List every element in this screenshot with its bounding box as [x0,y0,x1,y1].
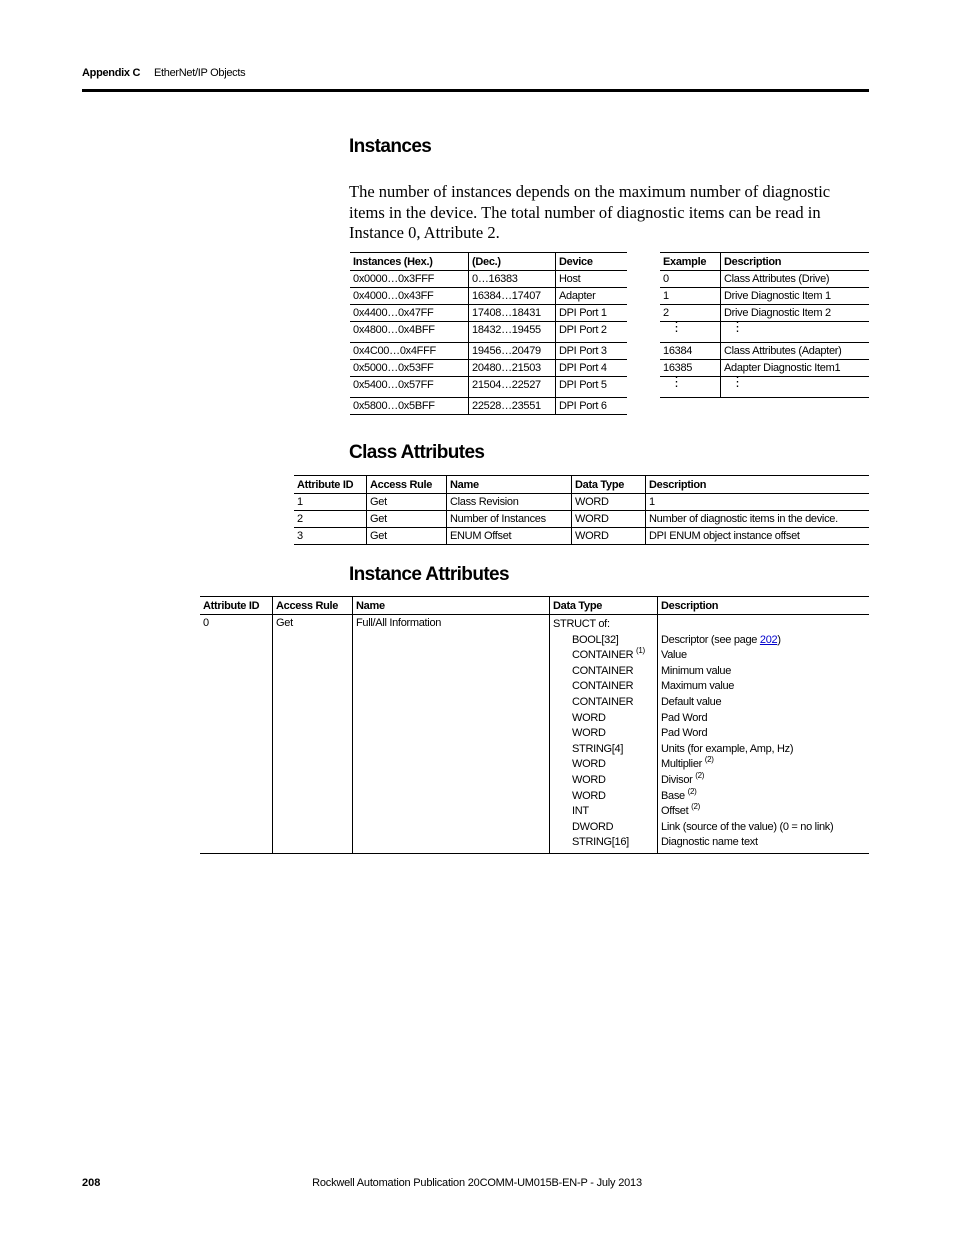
instance-hex-cell: 0x4000…0x43FF [350,288,469,305]
type-text: CONTAINER [572,680,634,693]
type-text: BOOL[32] [572,633,619,646]
example-cell: 0 [660,271,721,288]
footnote-marker: (2) [704,755,714,765]
name-cell: Full/All Information [353,615,550,854]
table-row [660,271,869,288]
appendix-label: Appendix C [82,67,141,79]
access-rule-cell: Get [367,511,447,528]
type-text: WORD [572,789,606,802]
table-row [660,377,869,398]
instance-dec-cell: 20480…21503 [469,360,556,377]
footnote-marker: (1) [636,646,645,656]
description-text: Pad Word [661,711,708,724]
access-rule-cell: Get [367,494,447,511]
example-description-cell: ⋮ [721,322,870,343]
footnote-marker: (2) [687,786,697,796]
example-cell: 16385 [660,360,721,377]
table-row [660,305,869,322]
struct-member-description [661,835,866,851]
struct-member-type [553,679,654,695]
type-text: DWORD [572,820,614,833]
struct-member-type [553,773,654,789]
struct-member-description [661,804,866,820]
struct-member-type [553,664,654,680]
table-row [350,343,627,360]
description-text: Minimum value [661,664,732,677]
struct-member-type [553,789,654,805]
footnote-marker: (2) [691,802,700,812]
struct-member-type [553,757,654,773]
example-description-cell: Adapter Diagnostic Item1 [721,360,870,377]
name-cell: Class Revision [447,494,572,511]
description-text: Default value [661,695,722,708]
instance-dec-cell: 18432…19455 [469,322,556,343]
type-text: WORD [572,727,606,740]
type-text: INT [572,805,589,818]
section-label: EtherNet/IP Objects [154,67,246,79]
attribute-id-cell: 2 [294,511,367,528]
column-header: (Dec.) [469,253,556,271]
table-row [350,377,627,398]
column-header: Example [660,253,721,271]
device-cell: DPI Port 3 [556,343,628,360]
description-text: Multiplier [661,758,703,771]
struct-member-description [661,633,866,649]
closing-paren: ) [777,633,781,646]
data-type-cell: WORD [572,494,646,511]
example-description-cell: Drive Diagnostic Item 2 [721,305,870,322]
struct-member-description [661,648,866,664]
table-row [660,288,869,305]
instances-heading: Instances [349,136,432,157]
table-header-row [294,476,869,494]
attribute-id-cell: 0 [200,615,273,854]
access-rule-cell: Get [273,615,353,854]
instances-body: The number of instances depends on the maximum number of diagnostic items in the device. The total number of diagnostic items can be read in Instance 0, Attribute 2. [349,182,831,242]
column-header: Description [658,597,870,615]
column-header: Data Type [572,476,646,494]
instance-hex-cell: 0x0000…0x3FFF [350,271,469,288]
device-cell: DPI Port 1 [556,305,628,322]
table-header-row [350,253,627,271]
instance-hex-cell: 0x5000…0x53FF [350,360,469,377]
page-number: 208 [82,1177,101,1189]
column-header: Description [721,253,870,271]
instance-dec-cell: 0…16383 [469,271,556,288]
data-type-cell [550,615,658,854]
example-description-cell: Class Attributes (Drive) [721,271,870,288]
description-text: Descriptor (see page [661,633,760,646]
table-row [660,360,869,377]
column-header: Access Rule [273,597,353,615]
name-cell: Number of Instances [447,511,572,528]
type-text: STRING[16] [572,836,629,849]
column-header: Access Rule [367,476,447,494]
struct-member-description [661,742,866,758]
column-header: Name [447,476,572,494]
description-text: Value [661,649,687,662]
table-row [350,271,627,288]
struct-member-type [553,695,654,711]
column-header: Data Type [550,597,658,615]
type-text: WORD [572,758,606,771]
instance-attributes-table [200,596,869,854]
column-header: Name [353,597,550,615]
device-cell: DPI Port 4 [556,360,628,377]
data-type-cell: WORD [572,528,646,545]
device-cell: DPI Port 2 [556,322,628,343]
table-row [350,305,627,322]
table-row [294,494,869,511]
example-description-cell: Class Attributes (Adapter) [721,343,870,360]
instance-hex-cell: 0x5400…0x57FF [350,377,469,398]
description-text: Maximum value [661,680,735,693]
device-cell: Host [556,271,628,288]
table-row [660,322,869,343]
description-text: Offset [661,805,689,818]
example-cell: 1 [660,288,721,305]
table-row [350,322,627,343]
instance-attributes-heading: Instance Attributes [349,564,509,585]
description-cell: 1 [646,494,870,511]
type-text: CONTAINER [572,695,634,708]
class-attributes-heading: Class Attributes [349,442,485,463]
table-row [294,511,869,528]
example-description-cell: Drive Diagnostic Item 1 [721,288,870,305]
example-cell: ⋮ [660,377,721,398]
example-cell: 2 [660,305,721,322]
type-text: CONTAINER [572,664,634,677]
instance-dec-cell: 22528…23551 [469,398,556,415]
instances-table [350,252,627,415]
struct-member-description [661,820,866,836]
column-header: Device [556,253,628,271]
description-cell [658,615,870,854]
instance-dec-cell: 17408…18431 [469,305,556,322]
description-text: Units (for example, Amp, Hz) [661,742,794,755]
struct-member-description [661,757,866,773]
table-row [200,615,869,854]
description-text: Pad Word [661,727,708,740]
data-type-cell: WORD [572,511,646,528]
instance-hex-cell: 0x4400…0x47FF [350,305,469,322]
column-header: Description [646,476,870,494]
name-cell: ENUM Offset [447,528,572,545]
access-rule-cell: Get [367,528,447,545]
table-row [350,360,627,377]
description-text: Divisor [661,773,693,786]
struct-member-type [553,820,654,836]
struct-member-type [553,835,654,851]
device-cell: Adapter [556,288,628,305]
table-row [294,528,869,545]
type-text: CONTAINER [572,649,634,662]
instance-dec-cell: 19456…20479 [469,343,556,360]
struct-member-description [661,711,866,727]
publication-info: Rockwell Automation Publication 20COMM-UM015B-EN-P - July 2013 [312,1177,642,1189]
table-header-row [660,253,869,271]
example-description-cell: ⋮ [721,377,870,398]
struct-member-type [553,726,654,742]
instance-hex-cell: 0x5800…0x5BFF [350,398,469,415]
struct-member-description [661,679,866,695]
struct-member-description [661,664,866,680]
type-text: WORD [572,773,606,786]
description-text: Link (source of the value) (0 = no link) [661,820,834,833]
description-text: Base [661,789,685,802]
page-link[interactable]: 202 [759,633,778,646]
description-text: Diagnostic name text [661,836,758,849]
table-row [350,288,627,305]
example-cell: ⋮ [660,322,721,343]
struct-member-type [553,648,654,664]
column-header: Attribute ID [294,476,367,494]
struct-member-type [553,711,654,727]
instance-hex-cell: 0x4C00…0x4FFF [350,343,469,360]
struct-member-description [661,695,866,711]
table-row [660,343,869,360]
struct-member-type [553,742,654,758]
struct-member-description [661,726,866,742]
column-header: Attribute ID [200,597,273,615]
description-cell: DPI ENUM object instance offset [646,528,870,545]
class-attributes-table [294,475,869,545]
attribute-id-cell: 1 [294,494,367,511]
device-cell: DPI Port 5 [556,377,628,398]
footnote-marker: (2) [695,770,705,780]
struct-label: STRUCT of: [553,618,610,630]
device-cell: DPI Port 6 [556,398,628,415]
type-text: WORD [572,711,606,724]
type-text: STRING[4] [572,742,624,755]
instance-dec-cell: 21504…22527 [469,377,556,398]
instance-hex-cell: 0x4800…0x4BFF [350,322,469,343]
table-row [350,398,627,415]
description-cell: Number of diagnostic items in the device. [646,511,870,528]
instance-dec-cell: 16384…17407 [469,288,556,305]
table-header-row [200,597,869,615]
header-rule [82,89,869,92]
attribute-id-cell: 3 [294,528,367,545]
column-header: Instances (Hex.) [350,253,469,271]
example-cell: 16384 [660,343,721,360]
struct-member-type [553,804,654,820]
example-table [660,252,869,398]
